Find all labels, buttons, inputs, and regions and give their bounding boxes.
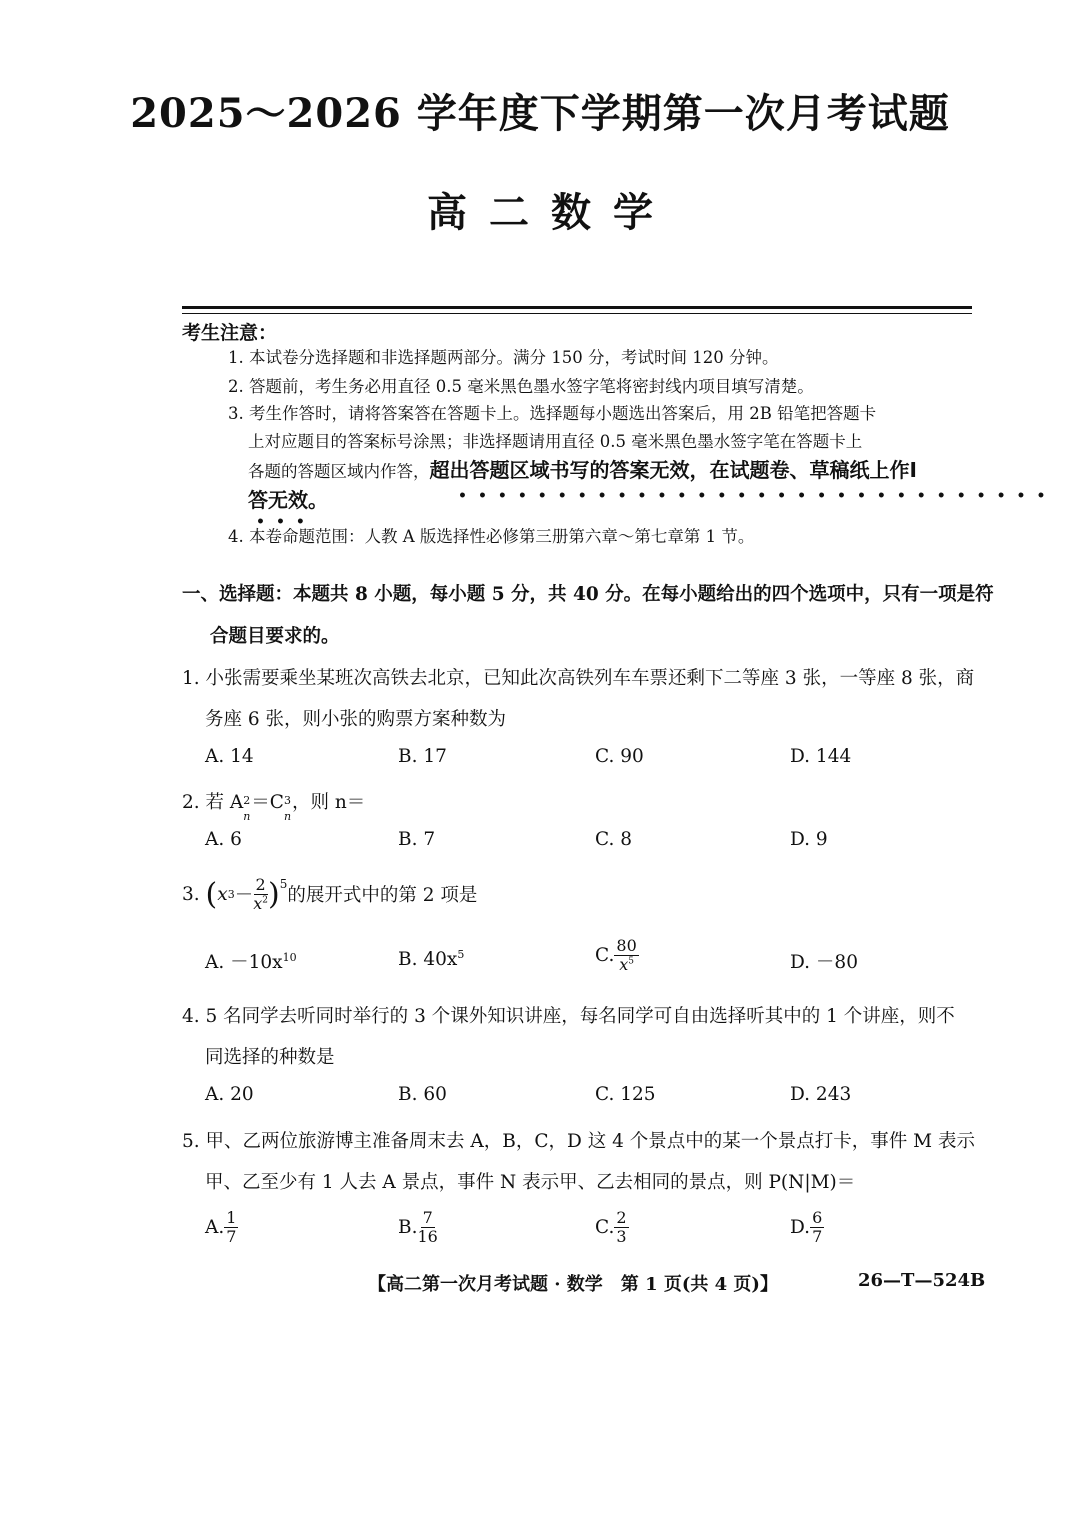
question-1-option-a: A. 14 <box>205 746 254 767</box>
section-heading-line-1: 一、选择题：本题共 8 小题，每小题 5 分，共 40 分。在每小题给出的四个选项中，只有一项是符 <box>182 584 994 605</box>
question-2-option-a: A. 6 <box>205 829 242 850</box>
notice-item-3-line-4: 答无效。 <box>248 488 328 512</box>
question-3-option-c: C. $\frac{80}{x^5}$ <box>595 936 637 974</box>
question-1-option-c: C. 90 <box>595 746 644 767</box>
notice-item-1: 1. 本试卷分选择题和非选择题两部分。满分 150 分，考试时间 120 分钟。 <box>228 348 779 367</box>
notice-item-3-line-3 <box>248 460 917 482</box>
notice-item-3-line-2: 上对应题目的答案标号涂黑；非选择题请用直径 0.5 毫米黑色墨水签字笔在答题卡上 <box>248 432 863 451</box>
question-5-option-d: D. $\frac{6}{7}$ <box>790 1208 823 1246</box>
question-5-option-a: A. $\frac{1}{7}$ <box>205 1208 237 1246</box>
question-3-suffix: 的展开式中的第 2 项是 <box>287 885 478 906</box>
notice-heading: 考生注意： <box>182 322 278 344</box>
question-4-option-d: D. 243 <box>790 1084 852 1105</box>
question-1-option-b: B. 17 <box>398 746 447 767</box>
header-divider-thin <box>182 313 972 314</box>
question-3-option-a: A. $-10x^{10}$ <box>205 950 297 973</box>
emphasis-dots-2: ••• <box>256 514 316 530</box>
page-footer: 【高二第一次月考试题 · 数学 第 1 页(共 4 页)】 <box>368 1274 778 1295</box>
question-2-option-d: D. 9 <box>790 829 828 850</box>
question-5-option-c: C. $\frac{2}{3}$ <box>595 1208 627 1246</box>
notice-item-4: 4. 本卷命题范围：人教 A 版选择性必修第三册第六章～第七章第 1 节。 <box>228 527 755 546</box>
question-3-number: 3. <box>182 883 206 905</box>
question-5-stem: 5. 甲、乙两位旅游博主准备周末去 A，B，C，D 这 4 个景点中的某一个景点打卡，事件 M 表示 <box>182 1131 975 1152</box>
question-3-option-d: D. －80 <box>790 952 858 973</box>
question-1-stem: 1. 小张需要乘坐某班次高铁去北京，已知此次高铁列车车票还剩下二等座 3 张，一等座 8 张，商 <box>182 668 975 689</box>
question-2-option-c: C. 8 <box>595 829 633 850</box>
section-heading-line-2: 合题目要求的。 <box>210 626 340 647</box>
question-3-formula: ( x 3 － $\frac{2}{x^2}$ ) $^5$ <box>205 874 288 913</box>
question-4-option-c: C. 125 <box>595 1084 656 1105</box>
question-2-suffix: ，则 n＝ <box>291 792 366 813</box>
question-1-option-d: D. 144 <box>790 746 852 767</box>
notice-item-3-text: 各题的答题区域内作答， <box>248 462 430 481</box>
question-2-formula: A 2 n ＝C 3 n <box>229 792 292 823</box>
notice-emphasis: 超出答题区域书写的答案无效，在试题卷、草稿纸上作I <box>429 458 917 482</box>
question-2-stem <box>182 788 366 823</box>
exam-subject: 高二数学 <box>427 189 675 236</box>
question-3-stem <box>182 872 477 916</box>
notice-item-2: 2. 答题前，考生务必用直径 0.5 毫米黑色墨水签字笔将密封线内项目填写清楚。 <box>228 377 814 396</box>
question-1-stem-cont: 务座 6 张，则小张的购票方案种数为 <box>205 709 507 730</box>
notice-item-3-line-1: 3. 考生作答时，请将答案答在答题卡上。选择题每小题选出答案后，用 2B 铅笔把答题卡 <box>228 404 877 423</box>
question-4-option-a: A. 20 <box>205 1084 254 1105</box>
exam-code: 26—T—524B <box>858 1270 986 1291</box>
question-4-stem: 4. 5 名同学去听同时举行的 3 个课外知识讲座，每名同学可自由选择听其中的 1 个讲座，则不 <box>182 1006 955 1027</box>
question-5-stem-cont: 甲、乙至少有 1 人去 A 景点，事件 N 表示甲、乙去相同的景点，则 P(N|M)＝ <box>205 1172 856 1193</box>
question-4-option-b: B. 60 <box>398 1084 447 1105</box>
question-4-stem-cont: 同选择的种数是 <box>205 1047 335 1068</box>
emphasis-dots: •••••••••••••••••••••••••••••• <box>458 488 1057 504</box>
question-5-option-b: B. $\frac{7}{16}$ <box>398 1208 438 1246</box>
question-2-prefix: 2. 若 <box>182 792 230 813</box>
exam-title: 2025～2026 学年度下学期第一次月考试题 <box>130 90 950 137</box>
header-divider-thick <box>182 306 972 309</box>
question-2-option-b: B. 7 <box>398 829 436 850</box>
question-3-option-b: B. $40x^5$ <box>398 948 465 971</box>
